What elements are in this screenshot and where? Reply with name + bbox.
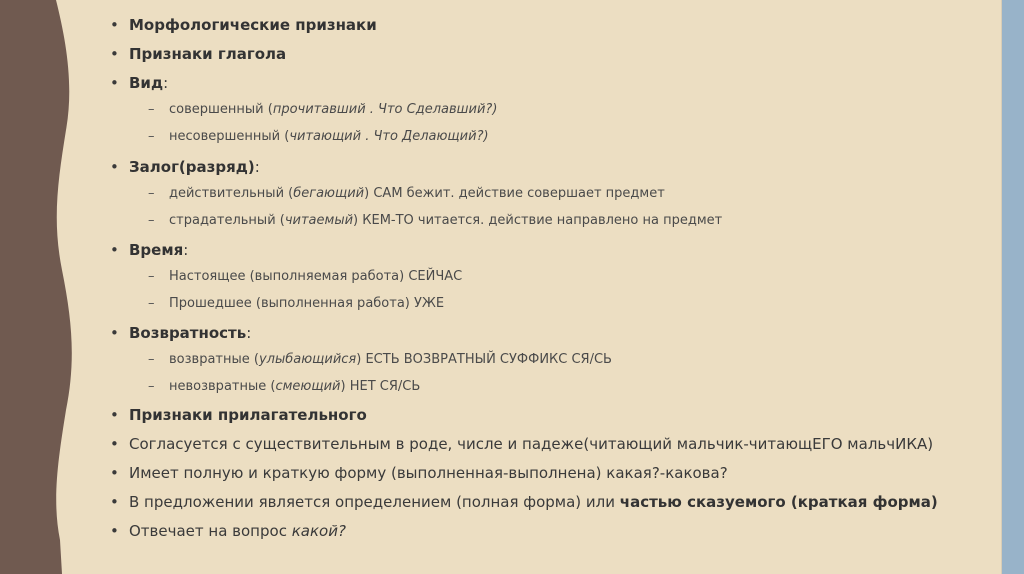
item-text: возвратные ( bbox=[169, 352, 259, 367]
item-text-rest: ) КЕМ-ТО читается. действие направлено на предмет bbox=[353, 213, 723, 228]
bullet-dot: • bbox=[110, 435, 119, 453]
item-text: Время bbox=[129, 241, 184, 259]
item-text-rest: ) САМ бежит. действие совершает предмет bbox=[364, 186, 665, 201]
bullet-dot: • bbox=[110, 493, 119, 511]
item-colon: : bbox=[254, 158, 260, 176]
item-text: Имеет полную и краткую форму (выполненная-выполнена) какая?-какова? bbox=[129, 464, 728, 482]
item-example: бегающий bbox=[293, 186, 365, 201]
bullet-dot: • bbox=[110, 45, 119, 63]
sub-dash: – bbox=[148, 296, 155, 311]
item-text: Отвечает на вопрос bbox=[129, 522, 292, 540]
bullet-dot: • bbox=[110, 324, 119, 342]
item-colon: : bbox=[163, 74, 169, 92]
bullet-dot: • bbox=[110, 406, 119, 424]
item-example: смеющий bbox=[275, 379, 341, 394]
item-text: Настоящее (выполняемая работа) СЕЙЧАС bbox=[169, 269, 463, 284]
bullet-dot: • bbox=[110, 241, 119, 259]
item-text: Согласуется с существительным в роде, числе и падеже(читающий мальчик-читающЕГО мальчИКА) bbox=[129, 435, 934, 453]
item-text: невозвратные ( bbox=[169, 379, 276, 394]
item-example: читаемый bbox=[284, 213, 354, 228]
sub-dash: – bbox=[148, 129, 155, 144]
item-text: Прошедшее (выполненная работа) УЖЕ bbox=[169, 296, 445, 311]
sub-dash: – bbox=[148, 269, 155, 284]
item-example: читающий . Что Делающий?) bbox=[289, 129, 489, 144]
item-text: Признаки прилагательного bbox=[129, 406, 367, 424]
item-example: улыбающийся bbox=[258, 352, 357, 367]
sub-dash: – bbox=[148, 102, 155, 117]
item-example: какой? bbox=[291, 522, 346, 540]
bullet-dot: • bbox=[110, 464, 119, 482]
sub-dash: – bbox=[148, 352, 155, 367]
item-text-rest: ) ЕСТЬ ВОЗВРАТНЫЙ СУФФИКС СЯ/СЬ bbox=[356, 352, 612, 367]
item-text: В предложении является определением (полная форма) или bbox=[129, 493, 620, 511]
bullet-dot: • bbox=[110, 158, 119, 176]
item-text: Признаки глагола bbox=[129, 45, 287, 63]
sub-dash: – bbox=[148, 379, 155, 394]
sub-dash: – bbox=[148, 213, 155, 228]
item-text: Возвратность bbox=[129, 324, 247, 342]
item-text-bold: частью сказуемого (краткая форма) bbox=[619, 493, 938, 511]
decorative-wavy-band bbox=[0, 0, 90, 574]
slide-content bbox=[110, 10, 990, 570]
item-text: Вид bbox=[129, 74, 164, 92]
item-example: прочитавший . Что Сделавший?) bbox=[272, 102, 498, 117]
bullet-dot: • bbox=[110, 16, 119, 34]
item-text: Залог(разряд) bbox=[129, 158, 255, 176]
item-text-rest: ) НЕТ СЯ/СЬ bbox=[340, 379, 421, 394]
item-text: несовершенный ( bbox=[169, 129, 290, 144]
item-colon: : bbox=[183, 241, 189, 259]
item-text: Морфологические признаки bbox=[129, 16, 377, 34]
bullet-dot: • bbox=[110, 74, 119, 92]
bullet-dot: • bbox=[110, 522, 119, 540]
right-accent-bar bbox=[1001, 0, 1024, 574]
item-text: действительный ( bbox=[169, 186, 294, 201]
item-text: страдательный ( bbox=[169, 213, 285, 228]
item-colon: : bbox=[246, 324, 252, 342]
item-text: совершенный ( bbox=[169, 102, 273, 117]
sub-dash: – bbox=[148, 186, 155, 201]
